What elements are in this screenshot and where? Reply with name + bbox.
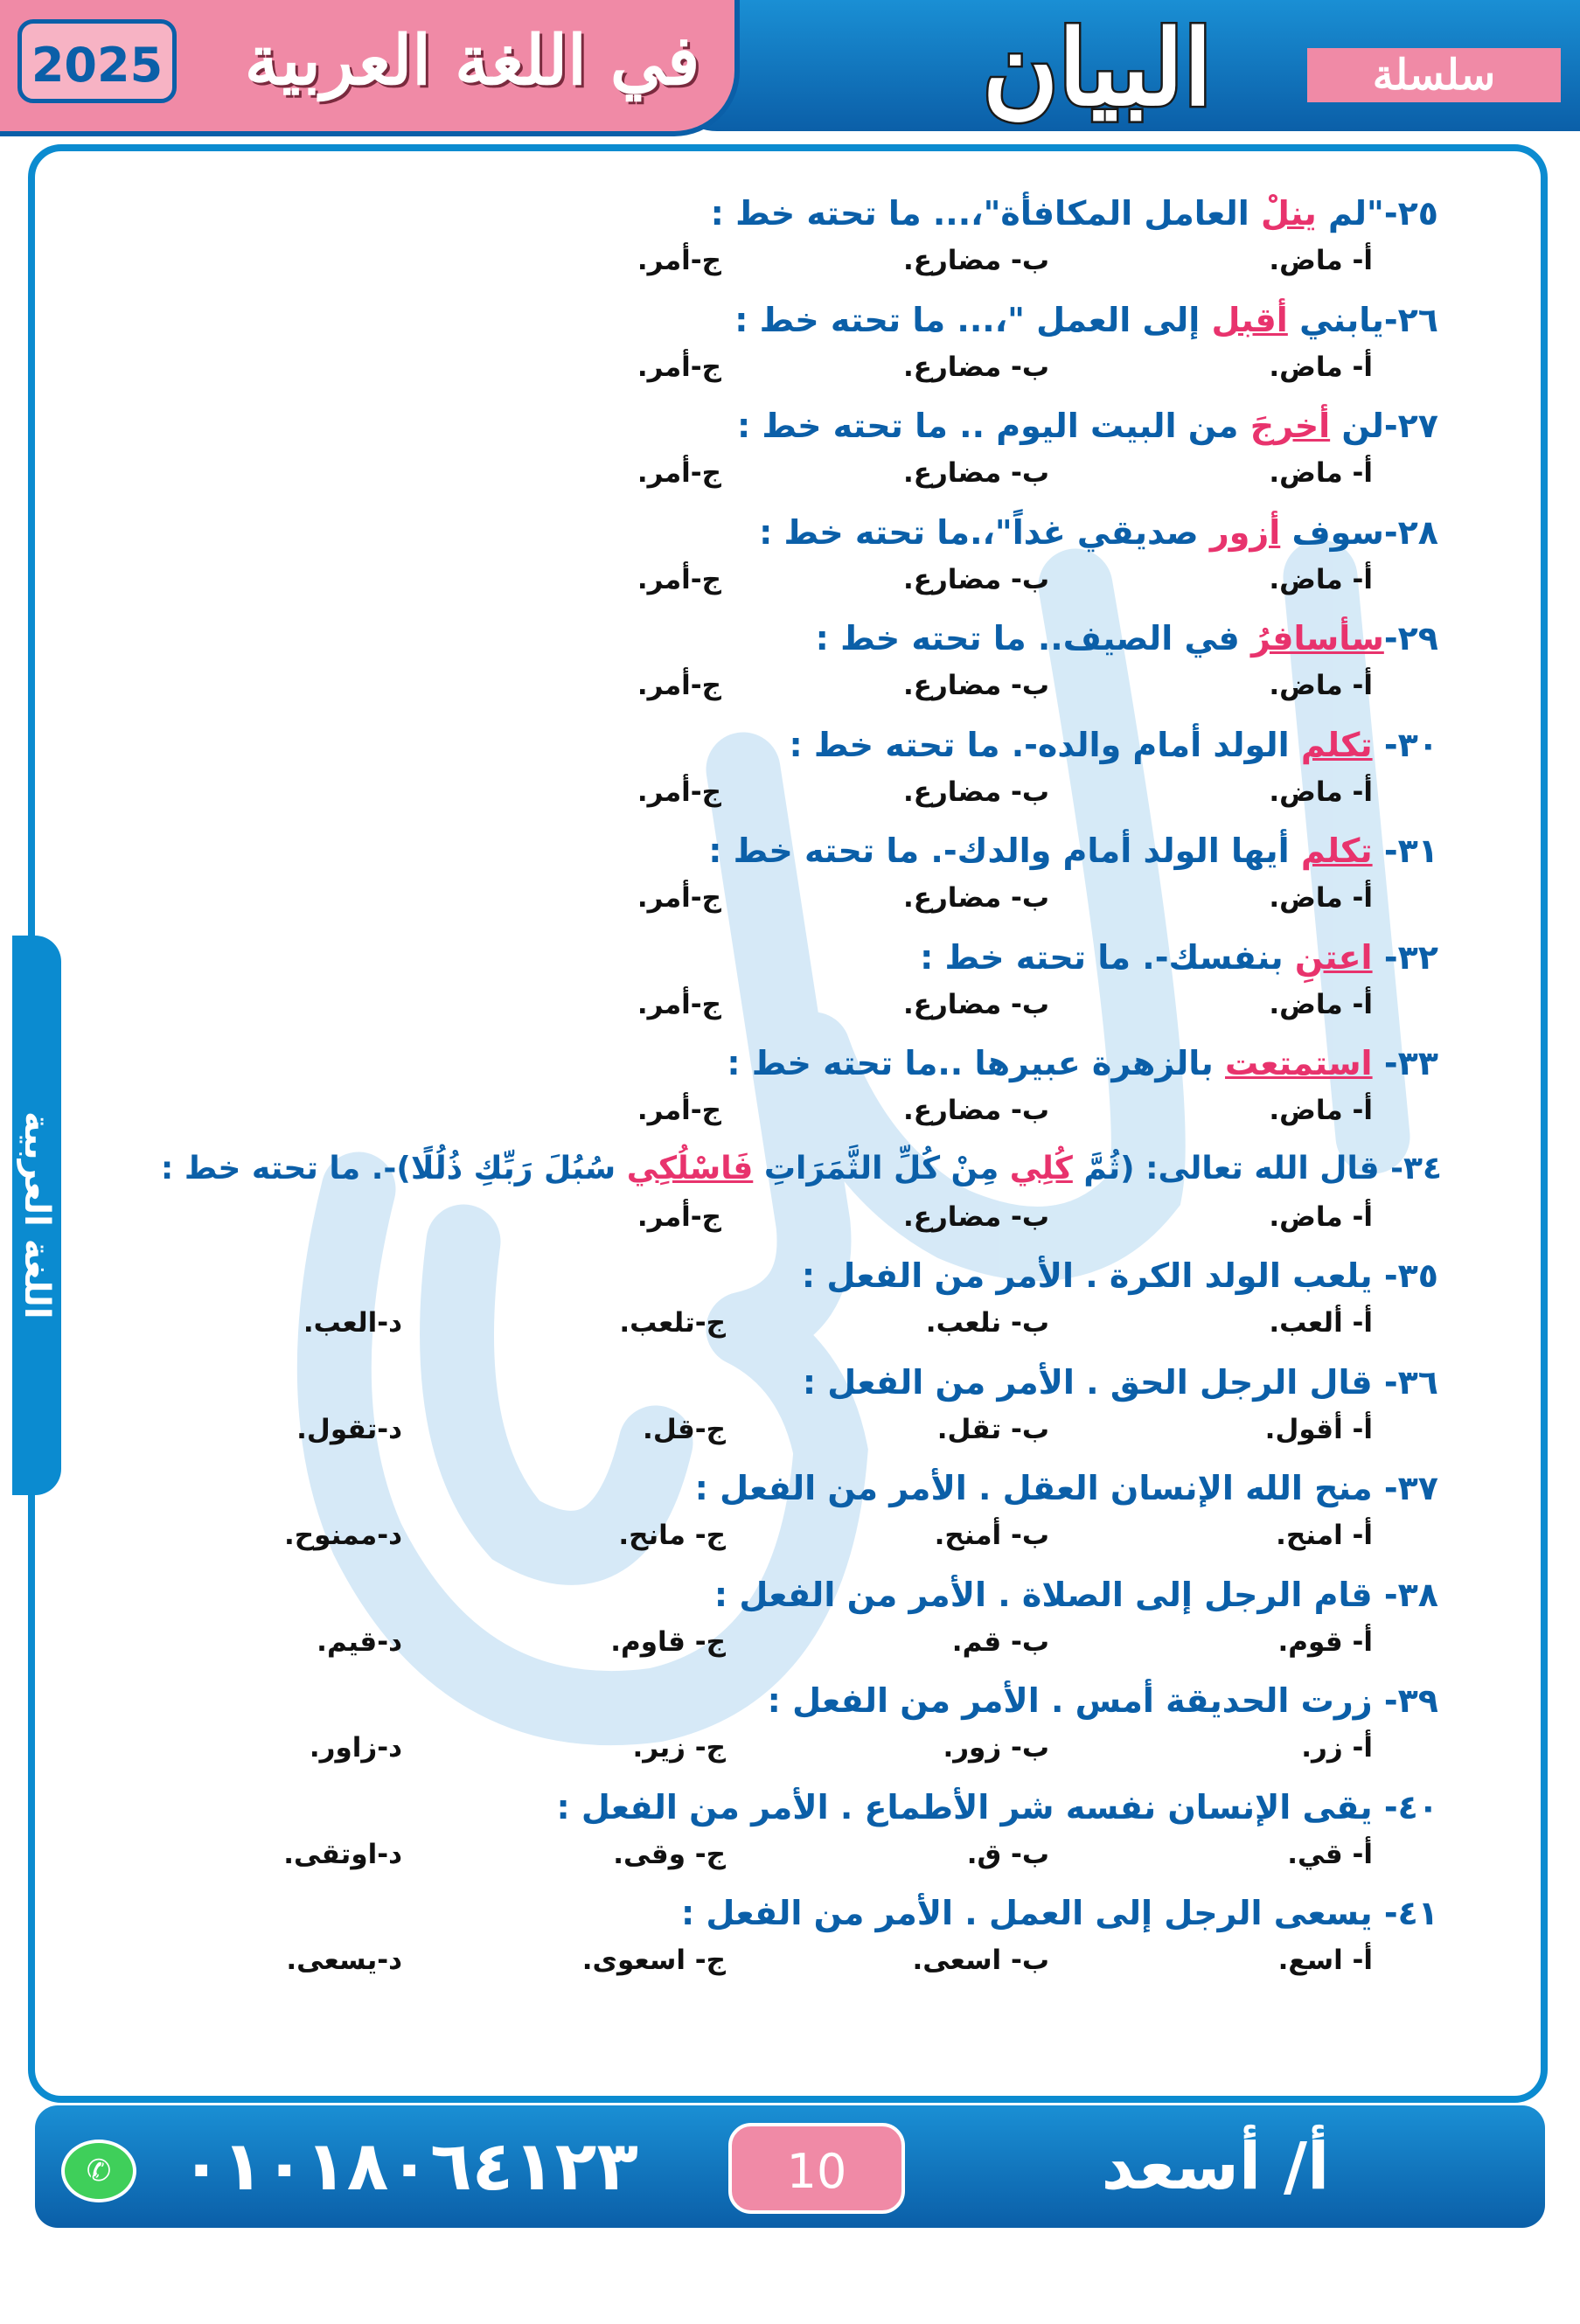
answer-option[interactable]: ب- مضارع.: [903, 988, 1049, 1020]
answer-option[interactable]: د-قيم.: [317, 1625, 402, 1658]
answer-option[interactable]: ج-قل.: [643, 1413, 726, 1445]
answer-option[interactable]: أ- أقول.: [1264, 1413, 1373, 1445]
underlined-word: تكلم: [1300, 725, 1373, 764]
question-suffix: سُبُلَ رَبِّكِ ذُلُلًا)-. ما تحته خط :: [160, 1150, 627, 1186]
page-number: 10: [728, 2123, 905, 2214]
answer-option[interactable]: ب- مضارع.: [903, 563, 1049, 595]
answer-option[interactable]: ج-أمر.: [637, 882, 721, 914]
question-text: [727, 1044, 1438, 1082]
question-prefix: ٢٦-يابني: [1287, 300, 1438, 339]
answer-option[interactable]: أ- ماض.: [1269, 1200, 1373, 1233]
answer-option[interactable]: د-اوتقى.: [283, 1838, 402, 1870]
question-text: [759, 513, 1438, 552]
answer-option[interactable]: أ- ماض.: [1269, 245, 1373, 276]
answer-option[interactable]: ج-أمر.: [637, 988, 721, 1020]
question-suffix: مِنْ كُلِّ الثَّمَرَاتِ: [753, 1150, 1010, 1186]
question-suffix: أيها الولد أمام والدك-. ما تحته خط :: [708, 831, 1301, 870]
answer-option[interactable]: ب- أمنح.: [934, 1520, 1049, 1551]
underlined-word: استمتعت: [1225, 1044, 1373, 1082]
question-prefix: ٣٤- قال الله تعالى: (ثُمَّ: [1072, 1150, 1442, 1186]
answer-option[interactable]: أ- زر.: [1301, 1732, 1373, 1764]
question-suffix: بالزهرة عبيرها ..ما تحته خط :: [727, 1044, 1226, 1082]
underlined-word: أقبل: [1211, 300, 1288, 339]
question-prefix: ٣٠-: [1372, 725, 1438, 764]
question-prefix: ٣٧- منح الله الإنسان العقل . الأمر من الفعل :: [694, 1469, 1438, 1507]
author-name: أ/ أسعد رفعت: [1101, 2129, 1330, 2309]
question-prefix: ٢٥-"لم: [1316, 194, 1438, 233]
underlined-word: ينلْ: [1261, 194, 1317, 233]
question-text: [714, 1576, 1438, 1614]
answer-option[interactable]: ج-أمر.: [637, 1200, 721, 1233]
question-prefix: ٣٦- قال الرجل الحق . الأمر من الفعل :: [802, 1362, 1438, 1402]
answer-option[interactable]: ب- اسعى.: [912, 1945, 1049, 1976]
answer-option[interactable]: ب- مضارع.: [903, 670, 1049, 701]
answer-option[interactable]: د-ممنوح.: [284, 1520, 402, 1551]
answer-option[interactable]: ب- نلعب.: [925, 1307, 1049, 1339]
question-text: [695, 1469, 1438, 1507]
underlined-word: كُلِي: [1009, 1150, 1073, 1186]
answer-option[interactable]: ب- تقل.: [936, 1413, 1049, 1445]
answer-option[interactable]: أ- ماض.: [1269, 670, 1373, 701]
question-prefix: ٤١- يسعى الرجل إلى العمل . الأمر من الفعل :: [680, 1894, 1438, 1932]
answer-option[interactable]: أ- ماض.: [1269, 457, 1373, 489]
answer-option[interactable]: ج-أمر.: [637, 563, 721, 595]
question-suffix: الولد أمام والده-. ما تحته خط :: [789, 725, 1301, 764]
brand-logo: البيان: [982, 7, 1213, 129]
question-suffix: في الصيف.. ما تحته خط :: [815, 619, 1252, 658]
answer-option[interactable]: ب- مضارع.: [903, 245, 1049, 276]
question-suffix: من البيت اليوم .. ما تحته خط :: [736, 407, 1250, 445]
answer-option[interactable]: أ- امنح.: [1276, 1520, 1373, 1551]
question-text: [708, 831, 1438, 870]
answer-option[interactable]: أ- اسع.: [1277, 1945, 1373, 1976]
answer-option[interactable]: ج- وقى.: [613, 1838, 726, 1870]
question-suffix: إلى العمل "،... ما تحته خط :: [734, 300, 1212, 339]
question-suffix: بنفسك-. ما تحته خط :: [920, 937, 1295, 977]
question-text: [737, 407, 1438, 445]
question-text: [711, 194, 1438, 233]
answer-option[interactable]: أ- ماض.: [1269, 351, 1373, 383]
answer-option[interactable]: ج- زير.: [632, 1732, 726, 1764]
answer-option[interactable]: أ- ماض.: [1269, 1095, 1373, 1126]
question-text: [161, 1151, 1442, 1186]
underlined-word: سأسافرُ: [1251, 619, 1384, 658]
whatsapp-icon: ✆: [61, 2140, 136, 2202]
answer-option[interactable]: ج-أمر.: [637, 776, 721, 808]
subject-title-logo: في اللغة العربية: [244, 21, 700, 101]
underlined-word: أخرجَ: [1249, 407, 1331, 445]
answer-option[interactable]: أ- ماض.: [1269, 776, 1373, 808]
question-prefix: ٢٧-لن: [1330, 407, 1438, 445]
phone-number: ٠١٠١٨٠٦٤١٢٣: [180, 2127, 638, 2206]
answer-option[interactable]: ج- قاوم.: [610, 1625, 726, 1658]
answer-option[interactable]: ج-أمر.: [637, 457, 721, 489]
answer-option[interactable]: ب- مضارع.: [903, 457, 1049, 489]
question-prefix: ٣٣-: [1372, 1044, 1438, 1082]
underlined-word: اعتنِ: [1294, 937, 1373, 977]
question-suffix: صديقي غداً"،.ما تحته خط :: [759, 512, 1210, 552]
question-text: [816, 619, 1438, 658]
question-prefix: ٣٢-: [1372, 937, 1438, 977]
answer-option[interactable]: ب- قم.: [951, 1625, 1049, 1658]
answer-option[interactable]: ج- اسعوى.: [581, 1945, 726, 1976]
question-suffix: العامل المكافأة"،... ما تحته خط :: [710, 194, 1262, 233]
question-text: [768, 1681, 1438, 1720]
answer-option[interactable]: ب- زور.: [943, 1732, 1049, 1764]
question-prefix: ٣٨- قام الرجل إلى الصلاة . الأمر من الفعل :: [713, 1575, 1438, 1614]
question-text: [790, 726, 1439, 764]
answer-option[interactable]: أ- ماض.: [1269, 882, 1373, 914]
answer-option[interactable]: ج-تلعب.: [619, 1307, 726, 1339]
underlined-word: فَاسْلُكِي: [626, 1150, 754, 1186]
answer-option[interactable]: ب- مضارع.: [903, 1095, 1049, 1126]
answer-option[interactable]: د-زاور.: [309, 1732, 402, 1764]
question-text: [734, 301, 1438, 339]
answer-option[interactable]: ج-أمر.: [637, 670, 721, 701]
answer-option[interactable]: أ- ماض.: [1269, 563, 1373, 595]
answer-option[interactable]: أ- قوم.: [1277, 1625, 1373, 1658]
question-prefix: ٣١-: [1372, 831, 1438, 870]
year-badge: 2025: [17, 19, 177, 103]
question-text: [920, 938, 1438, 977]
answer-option[interactable]: ب- مضارع.: [903, 776, 1049, 808]
answer-option[interactable]: أ- قي.: [1287, 1838, 1373, 1870]
answer-option[interactable]: ب- ق.: [966, 1838, 1049, 1870]
question-text: [802, 1256, 1438, 1295]
question-prefix: ٢٩-: [1383, 619, 1438, 658]
answer-option[interactable]: أ- ألعب.: [1269, 1307, 1373, 1339]
answer-option[interactable]: أ- ماض.: [1269, 988, 1373, 1020]
answer-option[interactable]: ج-أمر.: [637, 1095, 721, 1126]
question-prefix: ٢٨-سوف: [1280, 512, 1438, 552]
underlined-word: أزور: [1209, 512, 1281, 552]
series-label: سلسلة: [1307, 48, 1561, 102]
question-prefix: ٤٠- يقى الإنسان نفسه شر الأطماع . الأمر من الفعل :: [556, 1787, 1438, 1826]
answer-option[interactable]: ب- مضارع.: [903, 882, 1049, 914]
answer-option[interactable]: ج-أمر.: [637, 245, 721, 276]
question-prefix: ٣٥- يلعب الولد الكرة . الأمر من الفعل :: [801, 1256, 1438, 1295]
answer-option[interactable]: ب- مضارع.: [903, 351, 1049, 383]
answer-option[interactable]: د-يسعى.: [286, 1945, 402, 1976]
answer-option[interactable]: د-تقول.: [296, 1413, 402, 1445]
answer-option[interactable]: ج-أمر.: [637, 351, 721, 383]
question-text: [681, 1894, 1438, 1932]
question-text: [803, 1363, 1438, 1402]
question-prefix: ٣٩- زرت الحديقة أمس . الأمر من الفعل :: [767, 1681, 1438, 1720]
answer-option[interactable]: ب- مضارع.: [903, 1200, 1049, 1233]
answer-option[interactable]: د-العب.: [303, 1307, 402, 1339]
question-text: [557, 1788, 1439, 1826]
side-tab-label: اللغة العربية: [17, 1111, 57, 1319]
underlined-word: تكلم: [1300, 831, 1373, 870]
answer-option[interactable]: ج- مانح.: [618, 1520, 726, 1551]
